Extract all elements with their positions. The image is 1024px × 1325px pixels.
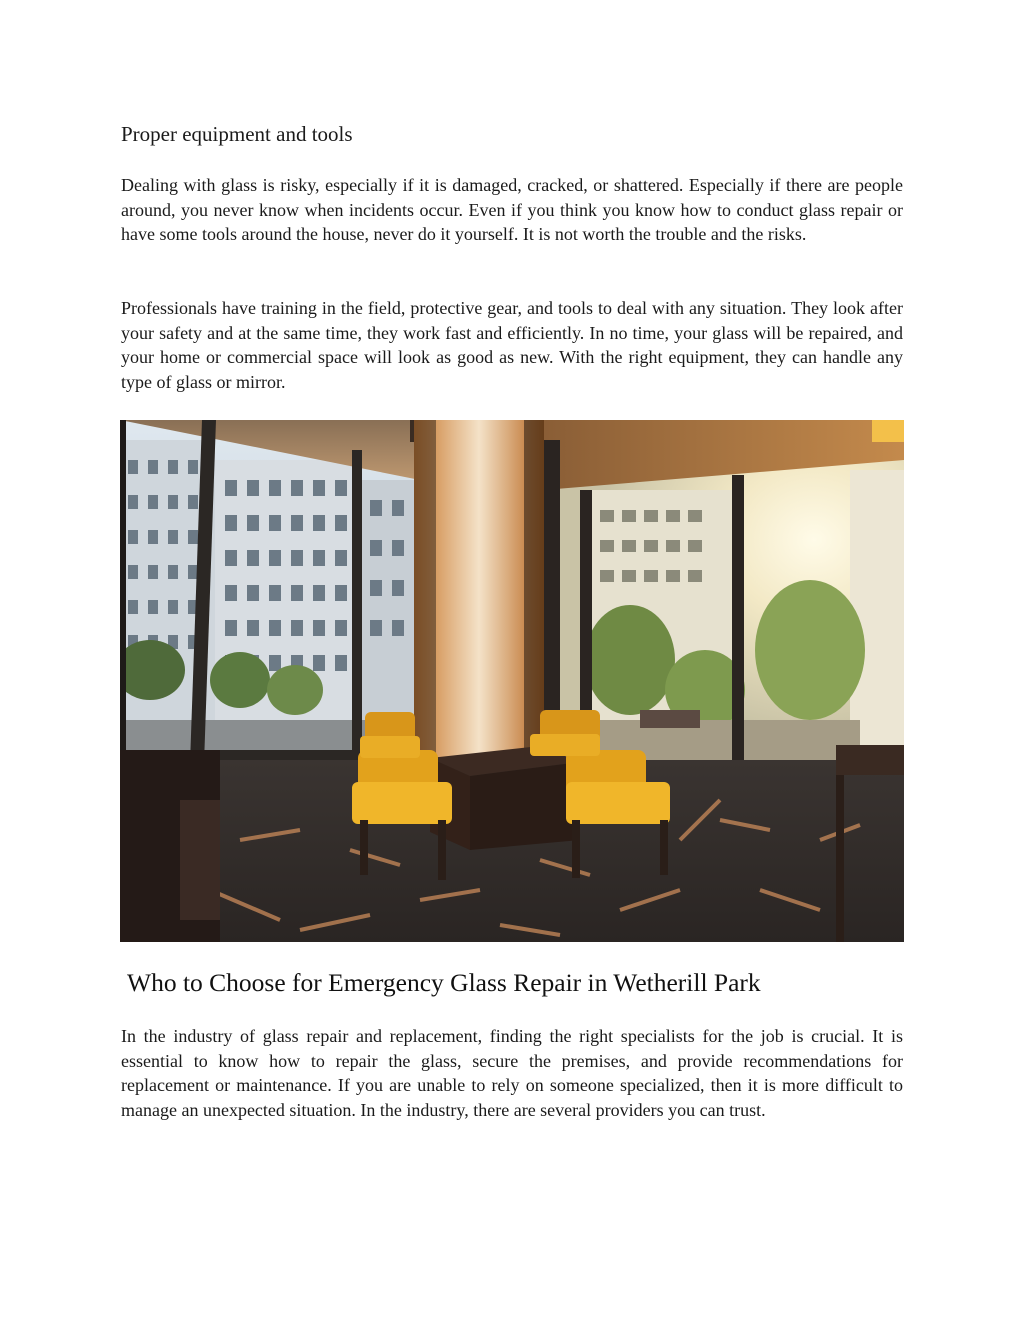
section-heading-equipment: Proper equipment and tools (121, 122, 353, 146)
paragraph-professionals: Professionals have training in the field, protective gear, and tools to deal with any situation. They look after your safety and at the same time, they work fast and efficiently. In no time, your glass will be repaired, and your home or commercial space will look as good as new. With the right equipment, they can handle any type of glass or mirror. (121, 298, 903, 392)
paragraph-glass-risk: Dealing with glass is risky, especially if it is damaged, cracked, or shattered. Especially if there are people around, you never know when incidents occur. Even if you think you know how to conduct glass repair or have some tools around the house, never do it yourself. It is not worth the trouble and the risks. (121, 175, 903, 245)
paragraph-industry: In the industry of glass repair and replacement, finding the right specialists for the job is crucial. It is essential to know how to repair the glass, secure the premises, and provide recommendations for replacement or maintenance. If you are unable to rely on someone specialized, then it is more difficult to manage an unexpected situation. In the industry, there are several providers you can trust. (121, 1026, 903, 1120)
section-heading-who-to-choose: Who to Choose for Emergency Glass Repair in Wetherill Park (127, 968, 761, 997)
lounge-window-photo (120, 420, 904, 942)
